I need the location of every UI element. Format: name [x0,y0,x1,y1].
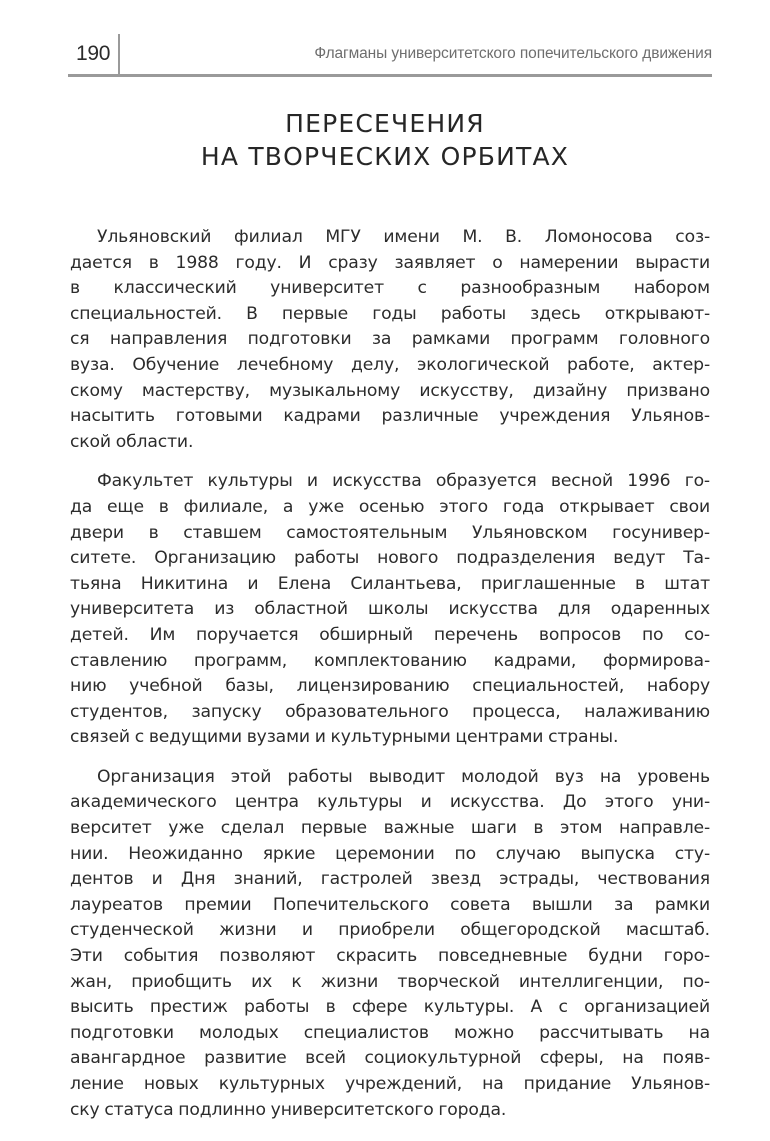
text-line: ситете. Организацию работы нового подразделения ведут Та- [70,548,710,569]
paragraph-3 [70,765,710,1123]
text-line: авангардное развитие всей социокультурной сферы, на появ- [70,1048,710,1069]
text-line: жан, приобщить их к жизни творческой интеллигенции, по- [70,971,710,992]
text-line: подготовки молодых специалистов можно рассчитывать на [70,1022,710,1043]
text-line: ску статуса подлинно университетского города. [70,1099,507,1120]
text-line: нию учебной базы, лицензированию специальностей, набору [70,676,710,697]
page-header [68,34,712,74]
text-line: верситет уже сделал первые важные шаги в этом направле- [70,818,710,839]
paragraph-2 [70,469,710,751]
page-number: 190 [76,42,111,65]
text-line: дентов и Дня знаний, гастролей звезд эстрады, чествования [70,869,710,890]
text-line: ся направления подготовки за рамками программ головного [70,329,710,350]
chapter-title [0,107,770,173]
text-line: Факультет культуры и искусства образуется весной 1996 го- [97,471,710,492]
chapter-title-line-1: ПЕРЕСЕЧЕНИЯ [285,109,485,138]
text-line: Организация этой работы выводит молодой вуз на уровень [97,766,710,787]
text-line: высить престиж работы в сфере культуры. А с организацией [70,997,710,1018]
text-line: ление новых культурных учреждений, на придание Ульянов- [70,1074,710,1094]
text-line: тьяна Никитина и Елена Силантьева, приглашенные в штат [70,573,710,594]
text-line: вуза. Обучение лечебному делу, экологической работе, актер- [70,354,710,375]
text-line: студентов, запуску образовательного процесса, налаживанию [70,701,710,722]
text-line: да еще в филиале, а уже осенью этого года открывает свои [70,496,710,517]
text-line: детей. Им поручается обширный перечень вопросов по со- [70,624,710,645]
header-rule [68,74,712,77]
text-line: нии. Неожиданно яркие церемонии по случаю выпуска сту- [70,843,710,864]
running-title: Флагманы университетского попечительского движения [314,45,712,62]
text-line: связей с ведущими вузами и культурными центрами страны. [70,727,619,748]
text-line: Ульяновский филиал МГУ имени М. В. Ломоносова соз- [97,227,710,247]
text-line: насытить готовыми кадрами различные учреждения Ульянов- [70,406,710,427]
chapter-title-line-2: НА ТВОРЧЕСКИХ ОРБИТАХ [200,142,570,171]
text-line: ставлению программ, комплектованию кадрами, формирова- [70,650,710,671]
text-line: Эти события позволяют скрасить повседневные будни горо- [70,946,710,967]
body-text [70,225,710,1137]
text-line: ской области. [70,431,194,452]
text-line: двери в ставшем самостоятельным Ульяновском госунивер- [70,522,710,543]
text-line: академического центра культуры и искусства. До этого уни- [70,792,710,813]
header-vertical-divider [118,34,120,74]
text-line: студенческой жизни и приобрели общегородской масштаб. [70,920,710,941]
text-line: скому мастерству, музыкальному искусству, дизайну призвано [70,380,710,401]
text-line: специальностей. В первые годы работы здесь открывают- [70,303,710,324]
text-line: дается в 1988 году. И сразу заявляет о намерении вырасти [70,252,710,273]
text-line: лауреатов премии Попечительского совета вышли за рамки [70,894,710,915]
text-line: университета из областной школы искусства для одаренных [70,599,710,620]
paragraph-1 [70,225,710,455]
text-line: в классический университет с разнообразным набором [70,278,710,299]
